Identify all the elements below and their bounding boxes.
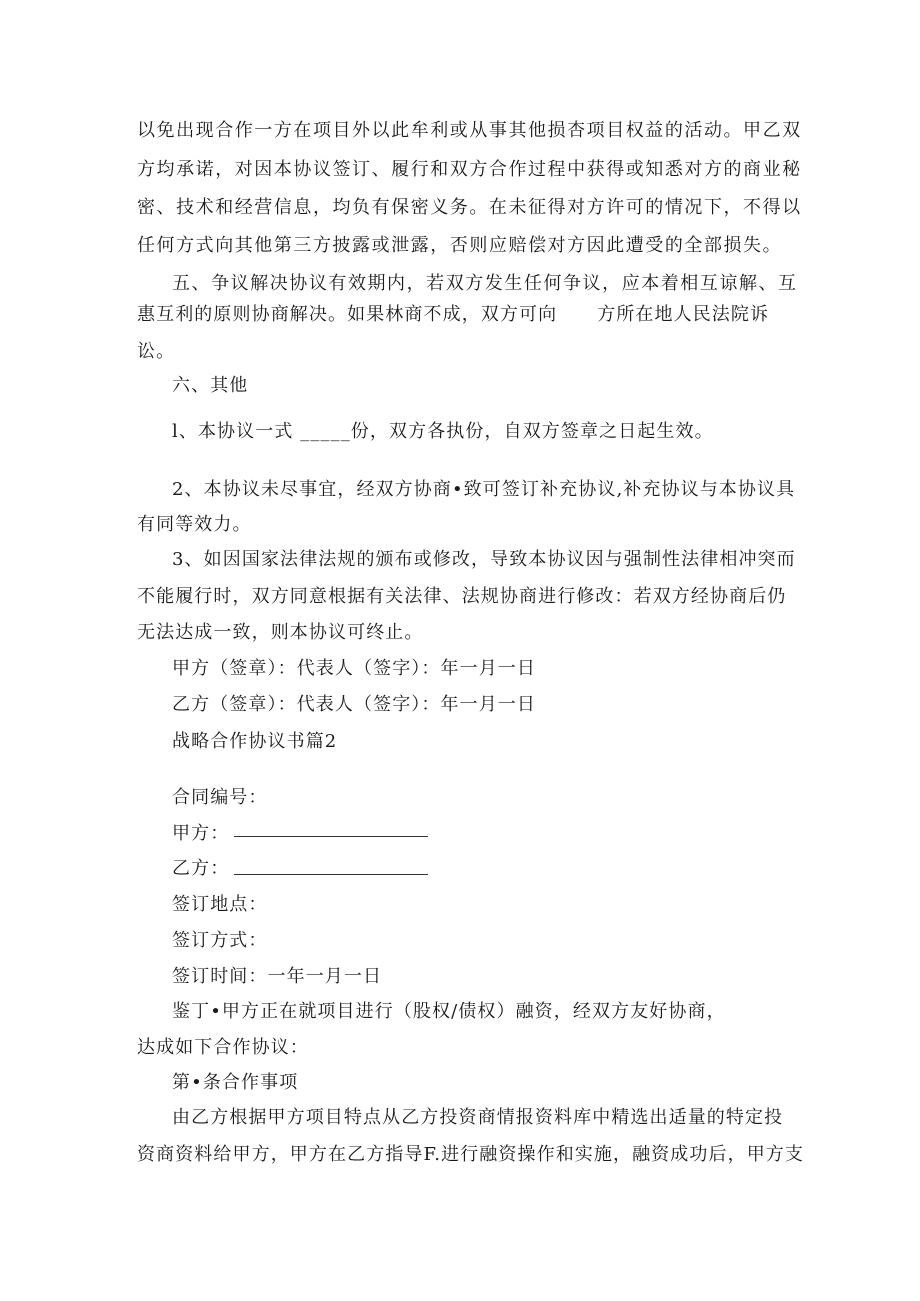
signing-time-label: 签订时间：一年一月一日 [172,966,383,987]
party-a-blank-line [234,820,428,837]
party-b-row [172,857,229,881]
signature-party-b: 乙方（签章）：代表人（签字）：年一月一日 [172,694,536,715]
article-1-line-1: 由乙方根据甲方项目特点从乙方投资商情报资料库中精选出适量的特定投 [172,1107,784,1128]
clause-3-line-3: 无法达成一致，则本协议可终止。 [137,622,424,643]
clause-3-line-2: 不能履行时，双方同意根据有关法律、法规协商进行修改：若双方经协商后仍 [137,586,787,607]
party-b-blank-line [234,858,428,875]
signing-place-label: 签订地点： [172,894,268,915]
party-b-label: 乙方： [172,858,230,879]
paragraph-confidential-line-3: 密、技术和经营信息，均负有保密义务。在未征得对方许可的情况下，不得以 [137,197,802,218]
whereas-line-2: 达成如下合作协议： [137,1037,309,1058]
clause-2-line-2: 有同等效力。 [137,514,252,535]
party-a-row [172,822,229,846]
dispute-line-2-part-b: 方所在地人民法院诉 [597,304,770,325]
party-a-label: 甲方： [172,823,230,844]
section-other-heading: 六、其他 [172,375,249,396]
copies-blank: _____ [300,421,351,442]
paragraph-dispute-line-1: 五、争议解决协议有效期内，若双方发生任何争议，应本着相互谅解、互 [172,273,798,294]
clause-1-part-b: 份，双方各执份，自双方签章之日起生效。 [350,421,714,442]
paragraph-dispute-line-3: 讼。 [137,341,176,362]
paragraph-confidential-line-2: 方均承诺，对因本协议签订、履行和双方合作过程中获得或知悉对方的商业秘 [137,159,802,180]
section-title-2: 战略合作协议书篇2 [172,731,338,752]
paragraph-confidential-line-1: 以免出现合作一方在项目外以此牟利或从事其他损杏项目权益的活动。甲乙双 [137,120,802,141]
paragraph-dispute-line-2 [137,303,769,327]
clause-3-line-1: 3、如因国家法律法规的颁布或修改，导致本协议因与强制性法律相冲突而 [172,549,796,570]
contract-number-label: 合同编号： [172,787,268,808]
clause-1 [172,420,714,444]
article-1-line-2: 资商资料给甲方，甲方在乙方指导F.进行融资操作和实施，融资成功后，甲方支 [137,1144,805,1165]
clause-2-line-1: 2、本协议未尽事宜，经双方协商•致可签订补充协议,补充协议与本协议具 [172,479,796,500]
signing-method-label: 签订方式： [172,930,268,951]
article-1-heading: 第•条合作事项 [172,1072,299,1093]
dispute-line-2-part-a: 惠互利的原则协商解决。如果林商不成，双方可向 [137,304,558,325]
signature-party-a: 甲方（签章）：代表人（签字）：年一月一日 [172,658,536,679]
clause-1-part-a: l、本协议一式 [172,421,294,442]
paragraph-confidential-line-4: 任何方式向其他第三方披露或泄露，否则应赔偿对方因此遭受的全部损失。 [137,235,783,256]
whereas-line-1: 鉴丁•甲方正在就项目进行（股权/债权）融资，经双方友好协商， [172,1001,726,1022]
